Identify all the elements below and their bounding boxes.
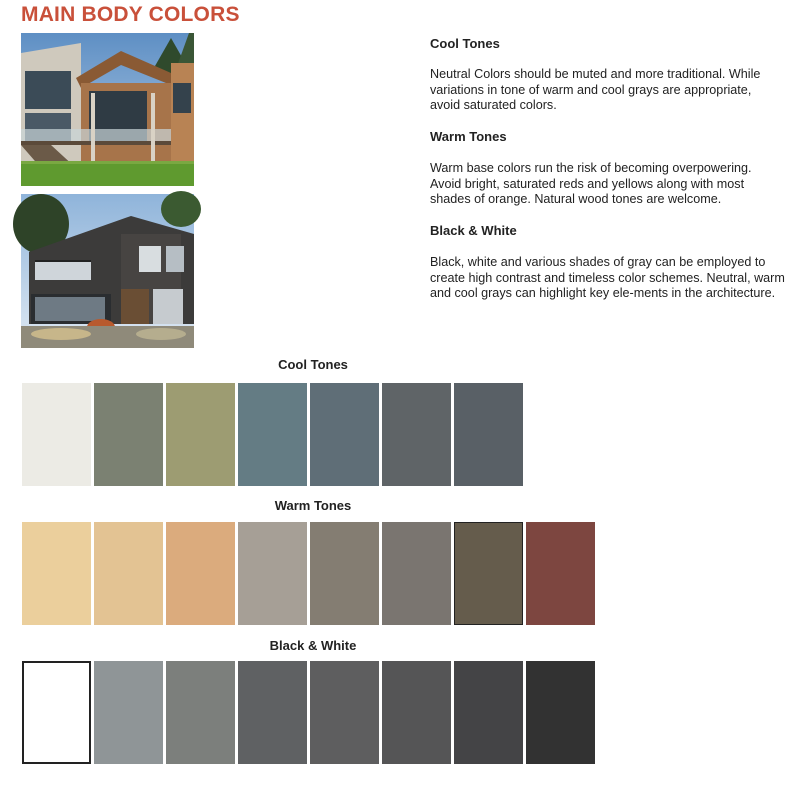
- house-photo-wood-deck: [21, 33, 194, 186]
- color-swatch: [94, 661, 163, 764]
- color-swatch: [454, 661, 523, 764]
- color-swatch: [382, 661, 451, 764]
- color-swatch: [382, 383, 451, 486]
- color-swatch: [310, 522, 379, 625]
- color-swatch: [238, 661, 307, 764]
- color-swatch: [166, 522, 235, 625]
- cool-palette-title: Cool Tones: [278, 357, 348, 372]
- color-swatch: [310, 661, 379, 764]
- color-swatch: [166, 661, 235, 764]
- color-swatch: [382, 522, 451, 625]
- color-swatch: [238, 522, 307, 625]
- black-white-text: Black, white and various shades of gray can be employed to create high contrast and timeless color schemes. Neutral, warm and cool grays can highlight key ele-ments in the architecture.: [430, 255, 785, 300]
- color-swatch: [166, 383, 235, 486]
- black-white-palette-title: Black & White: [269, 638, 357, 653]
- color-swatch: [310, 383, 379, 486]
- color-swatch: [526, 522, 595, 625]
- color-swatch: [22, 661, 91, 764]
- color-swatch: [454, 383, 523, 486]
- color-swatch: [94, 522, 163, 625]
- warm-palette-title: Warm Tones: [274, 498, 352, 513]
- cool-tones-text: Neutral Colors should be muted and more traditional. While variations in tone of warm and cool grays are appropriate, avoid saturated colors.: [430, 67, 761, 112]
- page-title: MAIN BODY COLORS: [21, 3, 240, 26]
- warm-tones-text: Warm base colors run the risk of becoming overpowering. Avoid bright, saturated reds and yellows along with most shades of orange. Natural wood tones are welcome.: [430, 161, 752, 206]
- house-photo-dark-siding: [21, 194, 194, 348]
- color-swatch: [22, 383, 91, 486]
- cool-tones-heading: Cool Tones: [430, 36, 500, 51]
- color-swatch: [454, 522, 523, 625]
- color-swatch: [94, 383, 163, 486]
- black-white-heading: Black & White: [430, 223, 517, 238]
- color-swatch: [22, 522, 91, 625]
- warm-tones-heading: Warm Tones: [430, 129, 507, 144]
- color-swatch: [238, 383, 307, 486]
- color-swatch: [526, 661, 595, 764]
